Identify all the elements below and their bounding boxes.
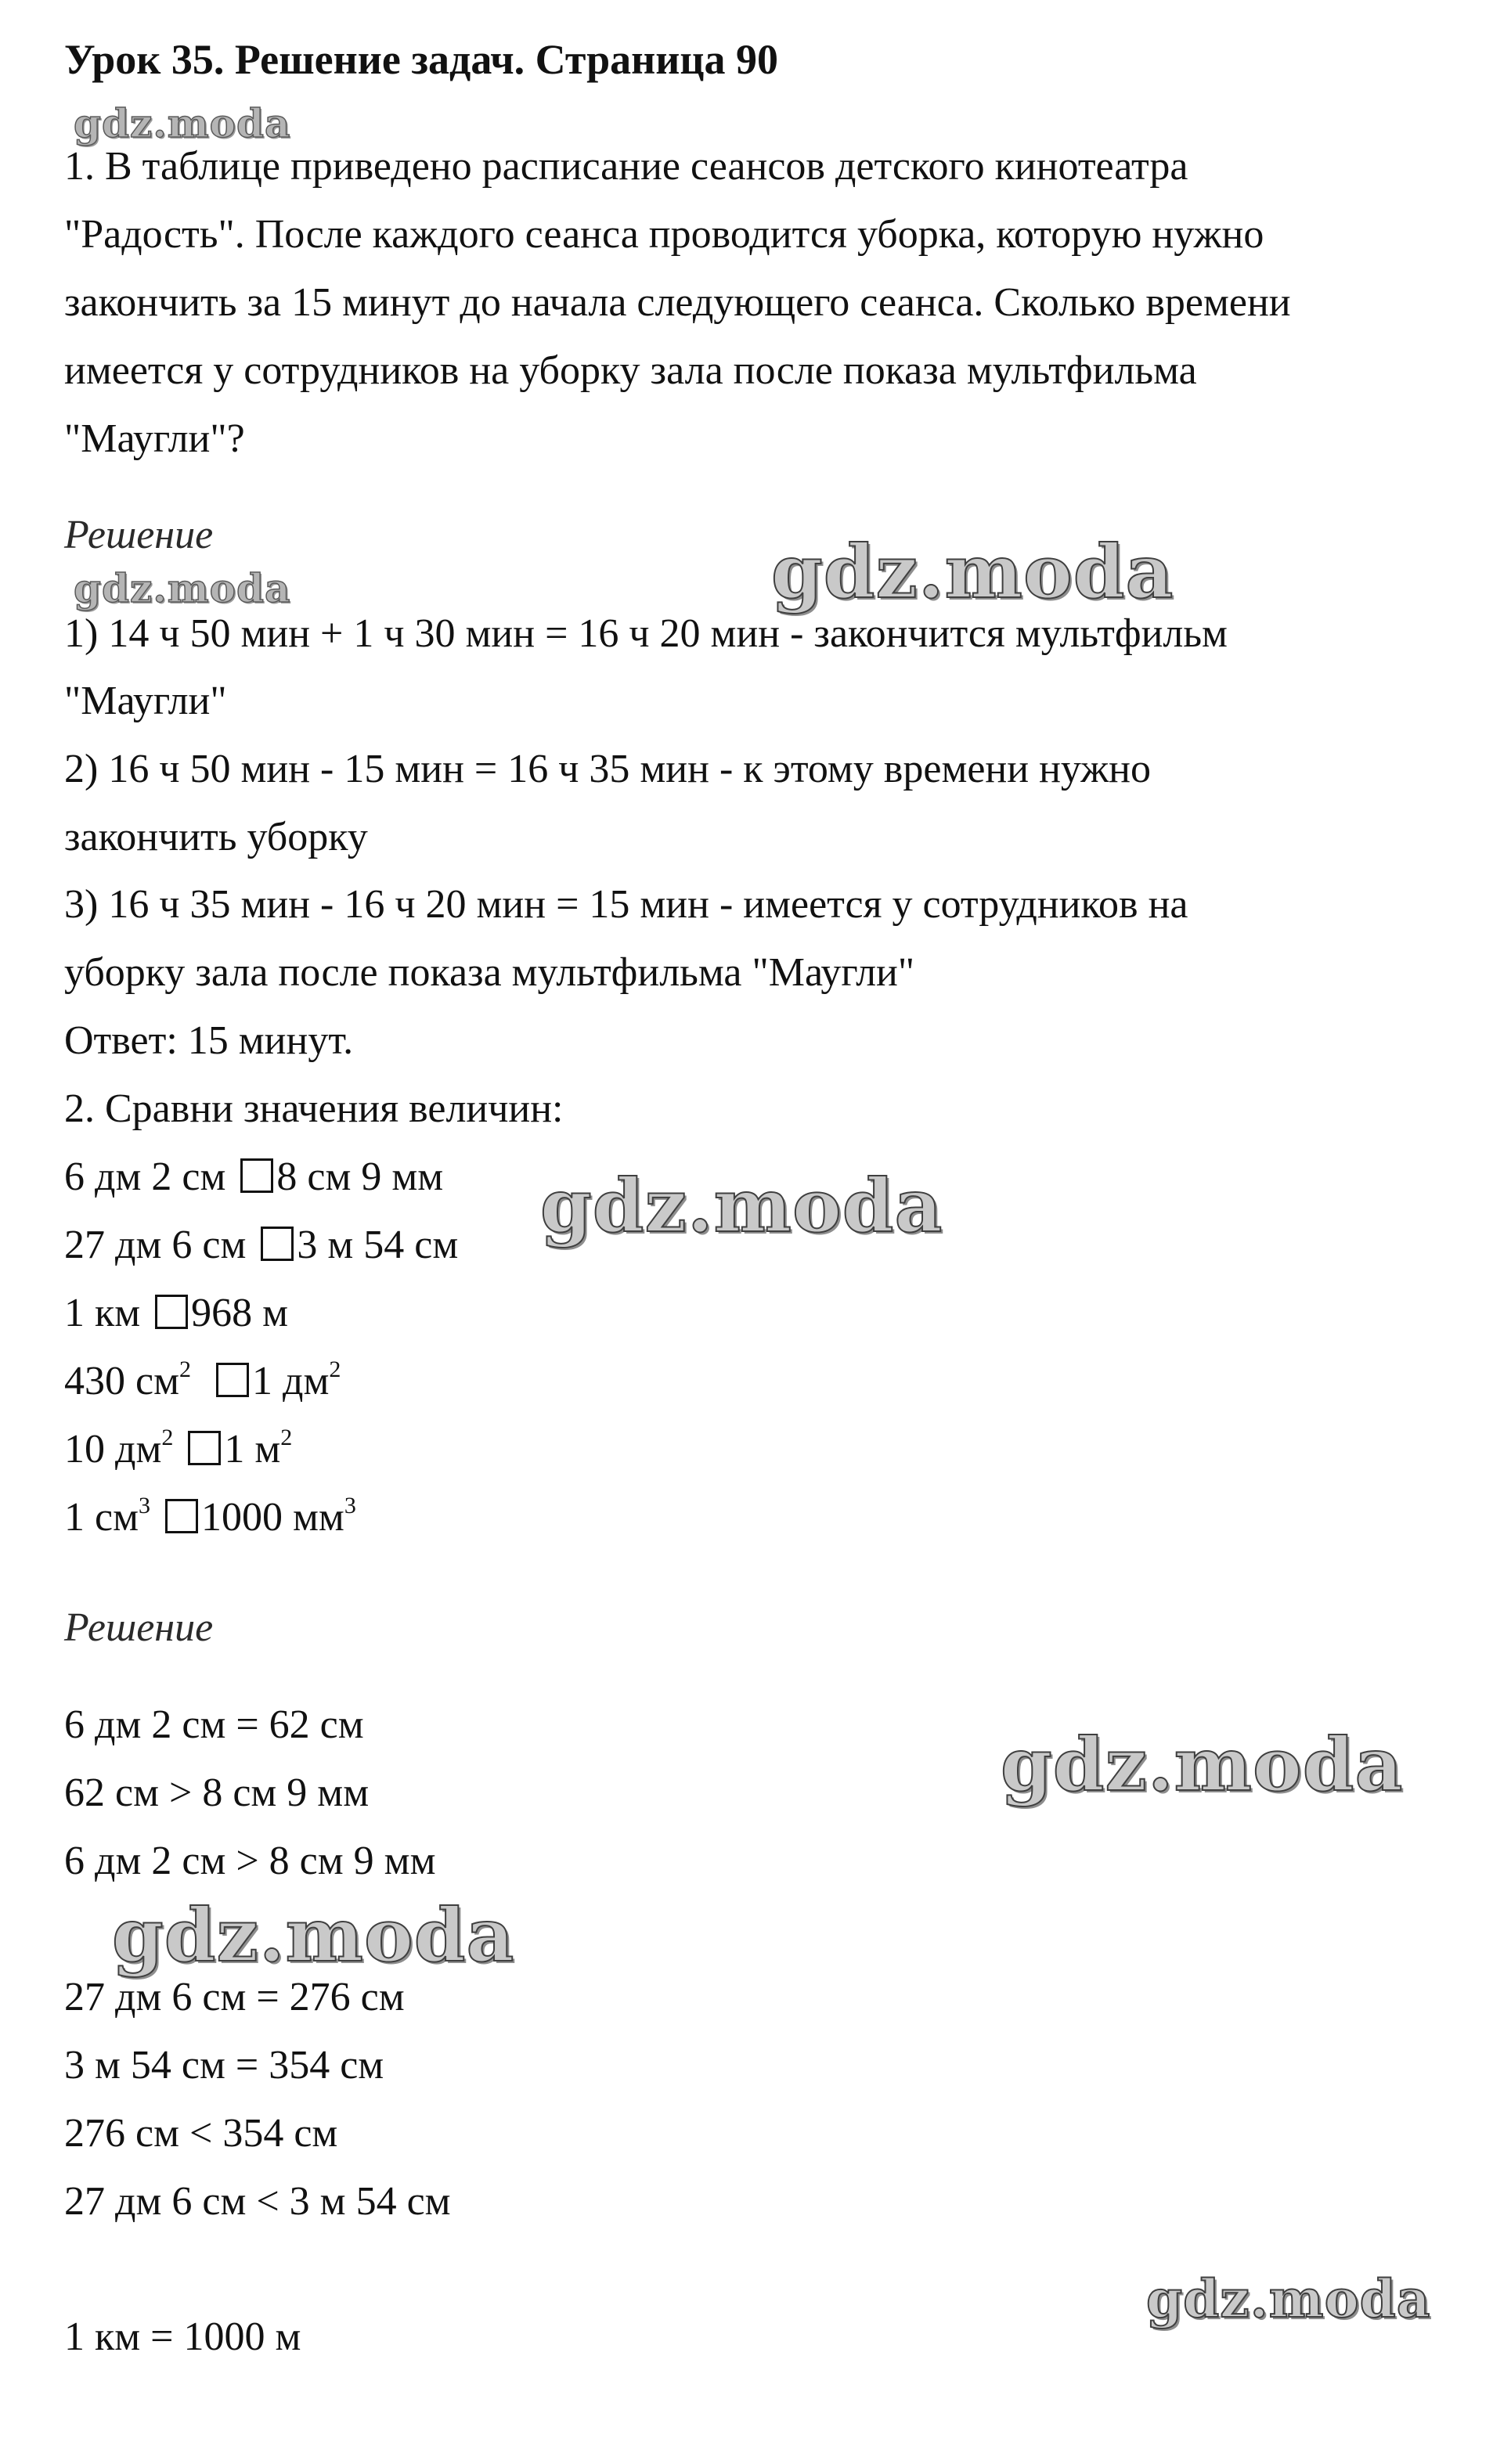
task1-solution-line: уборку зала после показа мультфильма "Маугли" xyxy=(64,950,915,995)
comparison-left: 27 дм 6 см xyxy=(64,1223,257,1267)
comparison-box[interactable] xyxy=(188,1431,221,1465)
watermark-logo: gdz.moda xyxy=(771,529,1174,615)
exponent: 3 xyxy=(139,1493,150,1518)
spacer xyxy=(173,1427,183,1472)
comparison-item xyxy=(64,1494,356,1541)
spacer xyxy=(191,1359,211,1403)
task1-solution-line: закончить уборку xyxy=(64,815,368,859)
task1-solution-line: 3) 16 ч 35 мин - 16 ч 20 мин = 15 мин - имеется у сотрудников на xyxy=(64,882,1188,927)
comparison-right: 1000 мм xyxy=(201,1495,344,1540)
task1-solution-line: "Маугли" xyxy=(64,679,227,723)
comparison-item xyxy=(64,1154,443,1201)
comparison-right: 968 м xyxy=(191,1291,289,1335)
watermark-logo: gdz.moda xyxy=(1001,1722,1404,1808)
task1-text-line: 1. В таблице приведено расписание сеансов детского кинотеатра xyxy=(64,144,1188,189)
comparison-left: 1 см xyxy=(64,1495,139,1540)
comparison-left: 430 см xyxy=(64,1359,179,1403)
watermark-logo: gdz.moda xyxy=(74,565,291,611)
comparison-left: 1 км xyxy=(64,1291,151,1335)
comparison-item xyxy=(64,1426,292,1473)
comparison-right: 3 м 54 см xyxy=(297,1223,459,1267)
task2-prompt: 2. Сравни значения величин: xyxy=(64,1086,564,1131)
comparison-right: 8 см 9 мм xyxy=(276,1155,444,1199)
task1-answer: Ответ: 15 минут. xyxy=(64,1018,354,1063)
exponent: 2 xyxy=(329,1356,341,1382)
comparison-right: 1 м xyxy=(224,1427,281,1472)
watermark-logo: gdz.moda xyxy=(1146,2268,1431,2329)
comparison-item xyxy=(64,1358,341,1405)
task2-solution-label: Решение xyxy=(64,1605,214,1650)
task2-solution-line: 3 м 54 см = 354 см xyxy=(64,2043,384,2088)
task1-text-line: имеется у сотрудников на уборку зала после показа мультфильма xyxy=(64,348,1197,393)
comparison-box[interactable] xyxy=(155,1295,188,1329)
task1-text-line: "Радость". После каждого сеанса проводится уборка, которую нужно xyxy=(64,212,1264,257)
comparison-box[interactable] xyxy=(261,1227,294,1261)
watermark-logo: gdz.moda xyxy=(540,1163,943,1249)
watermark-logo: gdz.moda xyxy=(74,100,291,146)
task2-solution-line: 62 см > 8 см 9 мм xyxy=(64,1771,370,1815)
task1-text-line: "Маугли"? xyxy=(64,416,245,461)
exponent: 2 xyxy=(280,1425,293,1450)
comparison-box[interactable] xyxy=(165,1499,198,1533)
comparison-left: 6 дм 2 см xyxy=(64,1155,236,1199)
comparison-left: 10 дм xyxy=(64,1427,162,1472)
task2-solution-line: 276 см < 354 см xyxy=(64,2111,338,2156)
task1-solution-line: 2) 16 ч 50 мин - 15 мин = 16 ч 35 мин - к этому времени нужно xyxy=(64,747,1151,791)
exponent: 2 xyxy=(161,1425,174,1450)
task1-solution-label: Решение xyxy=(64,513,214,557)
task2-solution-line: 6 дм 2 см > 8 см 9 мм xyxy=(64,1839,436,1883)
task2-solution-line: 6 дм 2 см = 62 см xyxy=(64,1702,364,1747)
task1-solution-line: 1) 14 ч 50 мин + 1 ч 30 мин = 16 ч 20 мин - закончится мультфильм xyxy=(64,611,1228,656)
exponent: 2 xyxy=(179,1356,191,1382)
spacer xyxy=(150,1495,160,1540)
exponent: 3 xyxy=(344,1493,356,1518)
task1-text-line: закончить за 15 минут до начала следующего сеанса. Сколько времени xyxy=(64,280,1291,325)
task2-solution-line: 27 дм 6 см < 3 м 54 см xyxy=(64,2179,451,2224)
comparison-item xyxy=(64,1222,458,1269)
comparison-item xyxy=(64,1290,288,1337)
watermark-logo: gdz.moda xyxy=(112,1893,515,1979)
task2-solution-line: 27 дм 6 см = 276 см xyxy=(64,1975,405,2019)
comparison-box[interactable] xyxy=(216,1363,249,1397)
comparison-box[interactable] xyxy=(240,1158,273,1193)
page-title: Урок 35. Решение задач. Страница 90 xyxy=(64,36,778,83)
comparison-right: 1 дм xyxy=(252,1359,330,1403)
task2-solution-line: 1 км = 1000 м xyxy=(64,2315,301,2359)
